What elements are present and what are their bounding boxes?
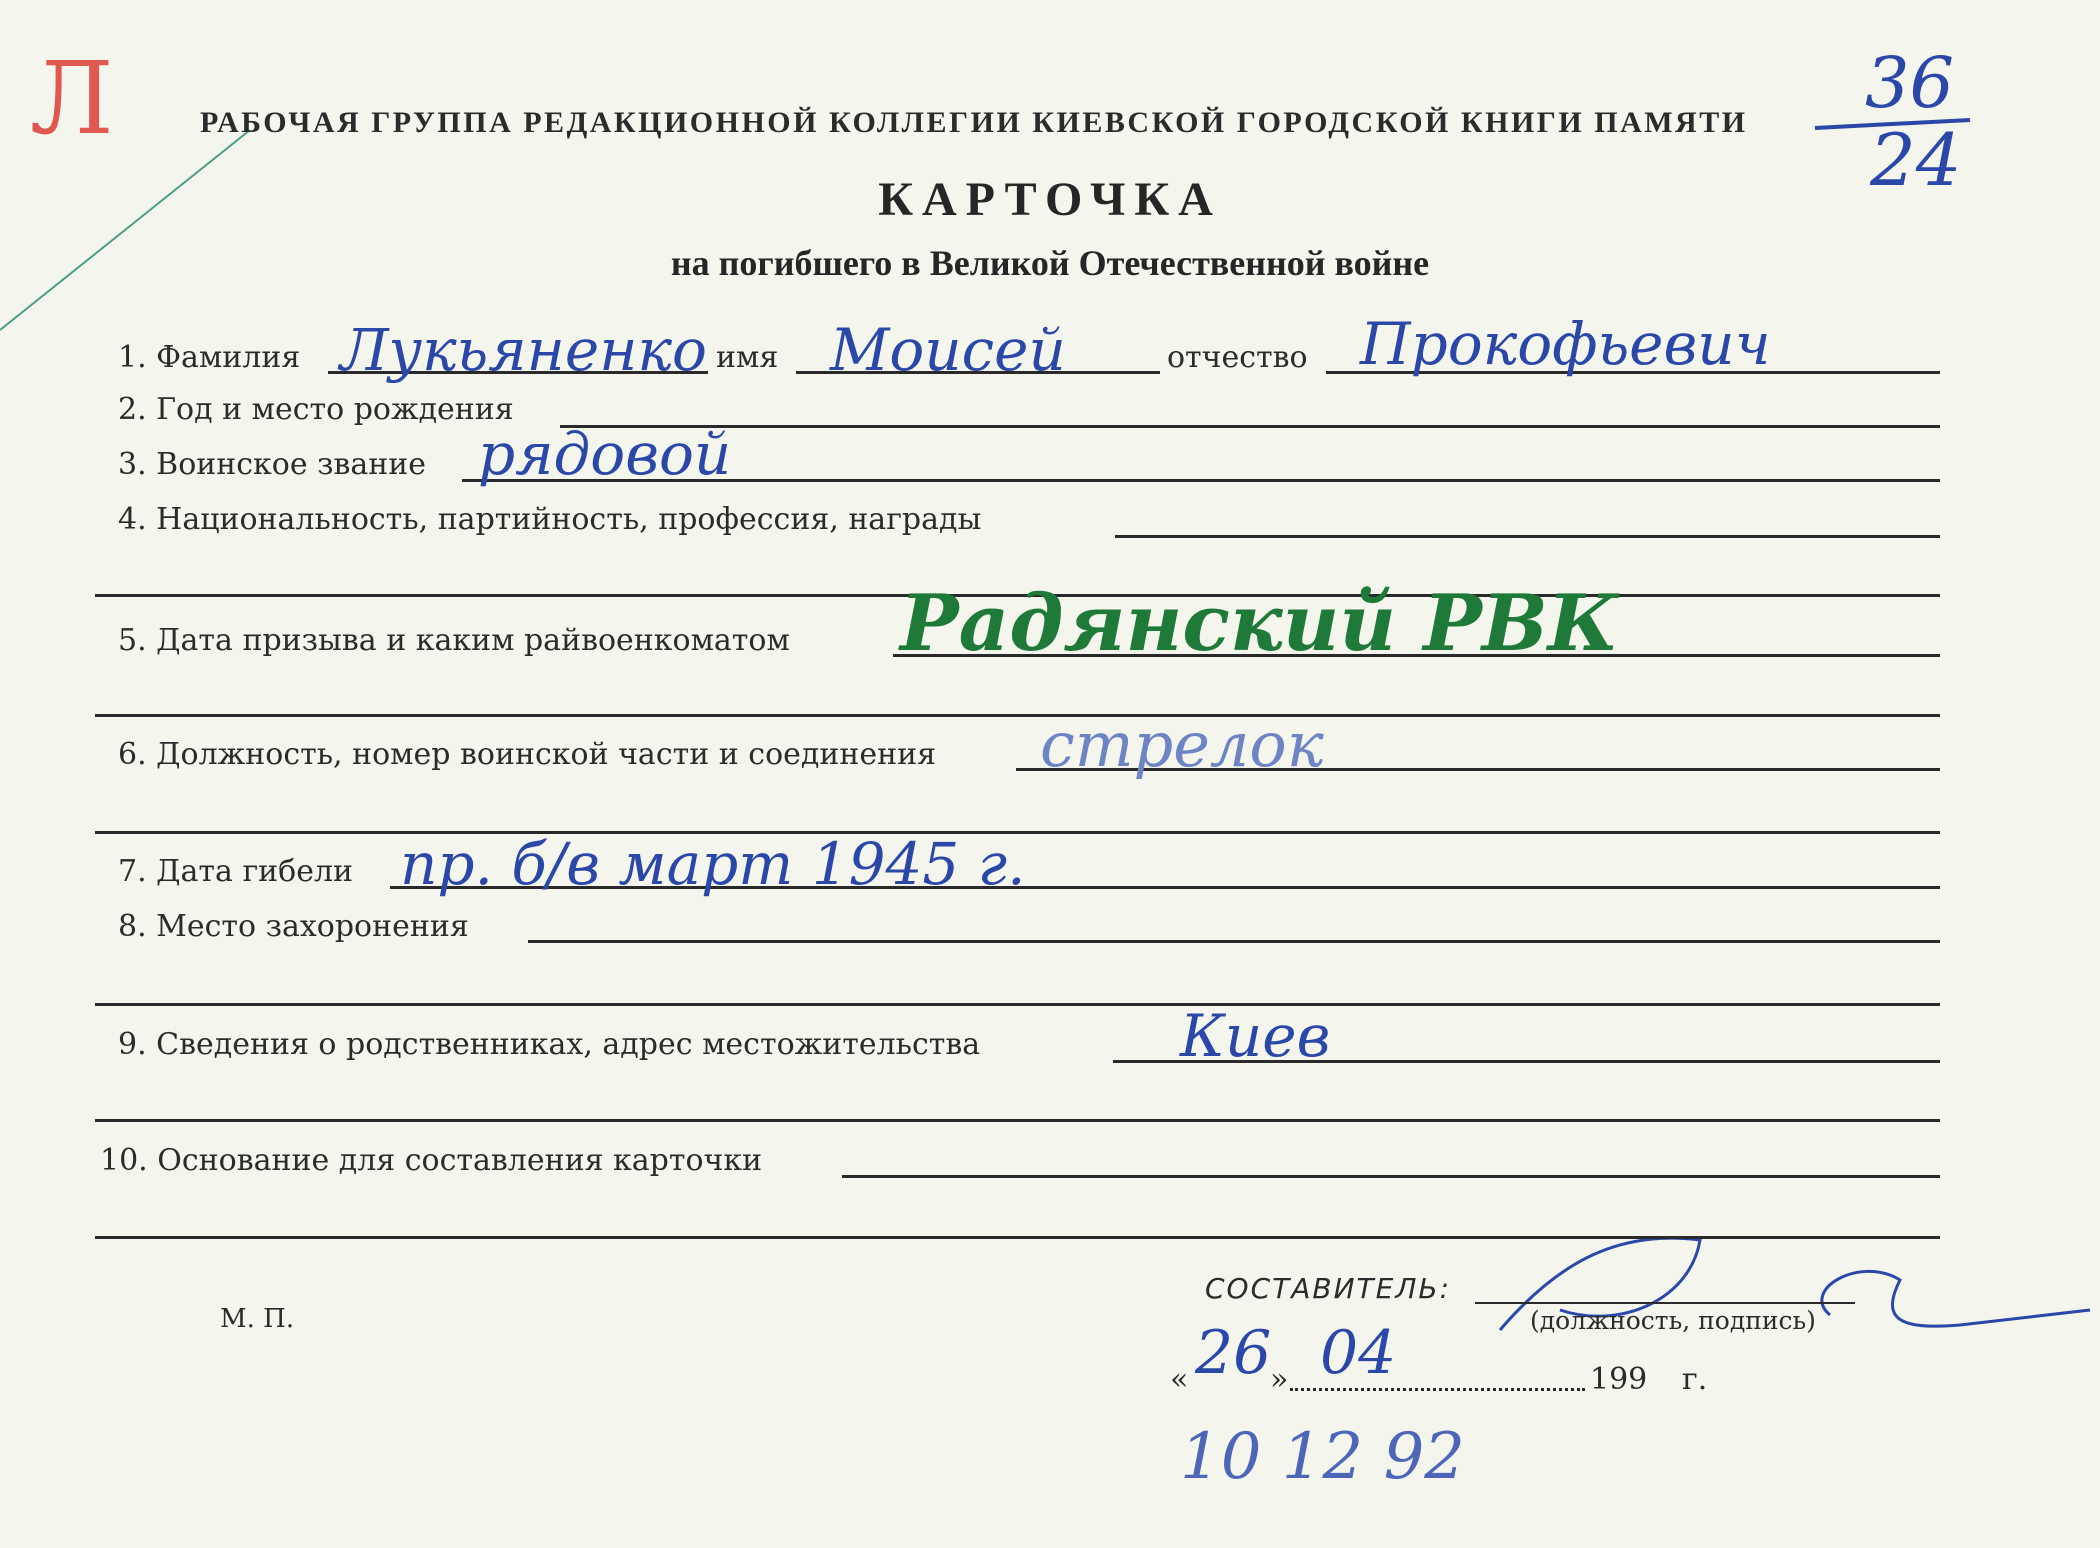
death-date-value: пр. б/в март 1945 г. <box>400 830 1026 898</box>
corner-mark: Л <box>30 40 114 157</box>
relatives-label: 9. Сведения о родственниках, адрес местожительства <box>118 1027 981 1062</box>
rank-value: рядовой <box>478 420 732 488</box>
name-value: Моисей <box>830 316 1066 384</box>
death-date-label: 7. Дата гибели <box>118 854 354 889</box>
date-year-suffix: г. <box>1682 1362 1708 1397</box>
date-year-prefix: 199 <box>1590 1362 1648 1397</box>
basis-line <box>842 1175 1940 1178</box>
position-label: 6. Должность, номер воинской части и соединения <box>118 737 937 772</box>
nationality-line <box>1115 535 1940 538</box>
relatives-value: Киев <box>1180 1002 1331 1070</box>
file-number-bottom: 24 <box>1870 118 1962 202</box>
compiler-line <box>1475 1302 1855 1304</box>
position-signature-label: (должность, подпись) <box>1530 1306 1816 1335</box>
conscription-line-2 <box>95 714 1940 717</box>
basis-label: 10. Основание для составления карточки <box>100 1143 763 1178</box>
burial-label: 8. Место захоронения <box>118 909 469 944</box>
green-diagonal-stroke <box>0 130 250 330</box>
surname-label: 1. Фамилия <box>118 340 301 375</box>
date-close-quote: » <box>1270 1362 1289 1397</box>
basis-line-2 <box>95 1236 1940 1239</box>
date-dots <box>1290 1388 1585 1391</box>
birth-label: 2. Год и место рождения <box>118 392 514 427</box>
patronymic-label: отчество <box>1167 340 1308 375</box>
relatives-line-2 <box>95 1119 1940 1122</box>
burial-line <box>528 940 1940 943</box>
compiler-label: СОСТАВИТЕЛЬ: <box>1205 1272 1452 1305</box>
card-subtitle: на погибшего в Великой Отечественной войне <box>670 243 1430 283</box>
file-number-top: 36 <box>1865 42 1955 124</box>
rank-label: 3. Воинское звание <box>118 447 427 482</box>
nationality-label: 4. Национальность, партийность, профессия, награды <box>118 502 982 537</box>
patronymic-value: Прокофьевич <box>1360 310 1771 378</box>
name-label: имя <box>716 340 779 375</box>
conscription-value: Радянский РВК <box>900 578 1619 669</box>
burial-line-2 <box>95 1003 1940 1006</box>
stamp-label: М. П. <box>220 1304 295 1334</box>
surname-value: Лукьяненко <box>340 316 707 384</box>
card-title: КАРТОЧКА <box>878 173 1222 226</box>
date-day: 26 <box>1195 1318 1272 1388</box>
birth-line <box>560 425 1940 428</box>
header-org: РАБОЧАЯ ГРУППА РЕДАКЦИОННОЙ КОЛЛЕГИИ КИЕВСКОЙ ГОРОДСКОЙ КНИГИ ПАМЯТИ <box>200 106 1748 139</box>
extra-date: 10 12 92 <box>1180 1420 1465 1494</box>
date-month: 04 <box>1320 1318 1397 1388</box>
conscription-label: 5. Дата призыва и каким райвоенкоматом <box>118 623 790 658</box>
position-value: стрелок <box>1040 708 1324 781</box>
date-open-quote: « <box>1170 1362 1189 1397</box>
